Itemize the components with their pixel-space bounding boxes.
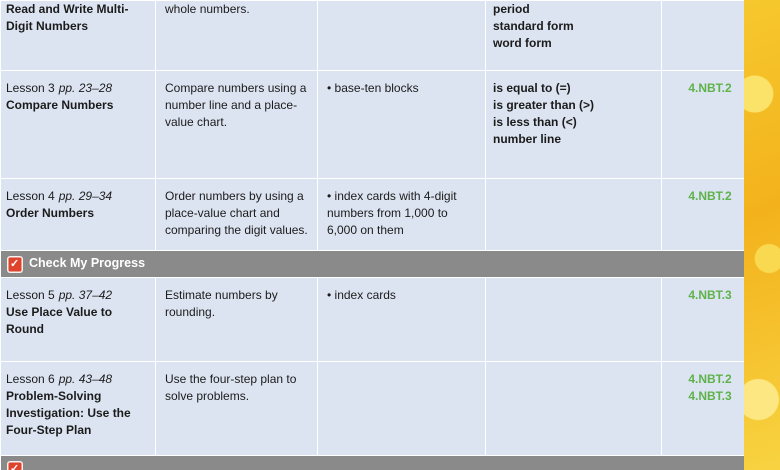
lesson-title: Order Numbers xyxy=(6,206,95,220)
standards-cell xyxy=(662,1,745,71)
objective-text: Estimate numbers by rounding. xyxy=(165,288,278,319)
table-row xyxy=(1,1,745,71)
material-item: • base-ten blocks xyxy=(327,81,419,95)
objective-cell xyxy=(156,71,318,179)
bottom-band xyxy=(1,456,745,470)
materials-cell xyxy=(318,179,486,251)
lesson-cell xyxy=(1,278,156,362)
lesson-title: Compare Numbers xyxy=(6,98,114,112)
lesson-title: Read and Write Multi- xyxy=(6,2,129,16)
vocab-cell xyxy=(486,179,662,251)
standards-cell xyxy=(662,362,745,456)
materials-cell xyxy=(318,1,486,71)
lesson-pages: pp. 37–42 xyxy=(58,288,113,302)
table-row xyxy=(1,71,745,179)
lesson-pages: pp. 23–28 xyxy=(58,81,113,95)
lesson-number: Lesson 5 xyxy=(6,288,55,302)
lesson-pages: pp. 29–34 xyxy=(58,189,113,203)
vocab-term: is equal to (=) xyxy=(493,81,571,95)
objective-text: Order numbers by using a place-value chart and comparing the digit values. xyxy=(165,189,308,237)
standard-code: 4.NBT.3 xyxy=(688,288,732,302)
objective-text: whole numbers. xyxy=(165,2,250,16)
vocab-term: standard form xyxy=(493,19,574,33)
lesson-number: Lesson 4 xyxy=(6,189,55,203)
vocab-cell xyxy=(486,278,662,362)
objective-text: Use the four-step plan to solve problems. xyxy=(165,372,297,403)
standard-code: 4.NBT.2 xyxy=(688,372,732,386)
lesson-cell xyxy=(1,1,156,71)
standard-code: 4.NBT.2 xyxy=(688,189,732,203)
objective-cell xyxy=(156,278,318,362)
check-my-progress-icon xyxy=(7,256,23,273)
check-my-progress-icon xyxy=(7,461,23,470)
vocab-term: is less than (<) xyxy=(493,115,577,129)
lesson-cell xyxy=(1,179,156,251)
lesson-title: Problem-Solving Investigation: Use the Four-Step Plan xyxy=(6,389,131,437)
material-item: • index cards with 4-digit numbers from 1,000 to 6,000 on them xyxy=(327,189,457,237)
materials-cell xyxy=(318,362,486,456)
materials-cell xyxy=(318,278,486,362)
lesson-title: Use Place Value to Round xyxy=(6,305,113,336)
lesson-cell xyxy=(1,71,156,179)
check-progress-cell xyxy=(1,251,745,278)
standards-cell xyxy=(662,278,745,362)
vocab-term: number line xyxy=(493,132,562,146)
materials-cell xyxy=(318,71,486,179)
objective-cell xyxy=(156,1,318,71)
objective-cell xyxy=(156,362,318,456)
vocab-cell xyxy=(486,1,662,71)
vocab-term: period xyxy=(493,2,530,16)
objective-cell xyxy=(156,179,318,251)
check-progress-label: Check My Progress xyxy=(29,256,146,271)
vocab-term: is greater than (>) xyxy=(493,98,595,112)
standard-code: 4.NBT.2 xyxy=(688,81,732,95)
lesson-number: Lesson 6 xyxy=(6,372,55,386)
objective-text: Compare numbers using a number line and a place-value chart. xyxy=(165,81,307,129)
standard-code: 4.NBT.3 xyxy=(688,389,732,403)
lesson-title-cont: Digit Numbers xyxy=(6,19,89,33)
table-row xyxy=(1,179,745,251)
bottom-band-cell xyxy=(1,456,745,470)
table-row xyxy=(1,362,745,456)
vocab-cell xyxy=(486,362,662,456)
vocab-cell xyxy=(486,71,662,179)
check-progress-band xyxy=(1,251,745,278)
lesson-pages: pp. 43–48 xyxy=(58,372,113,386)
decorative-side-art xyxy=(744,0,780,470)
vocab-term: word form xyxy=(493,36,552,50)
lesson-cell xyxy=(1,362,156,456)
standards-cell xyxy=(662,71,745,179)
standards-cell xyxy=(662,179,745,251)
table-row xyxy=(1,278,745,362)
material-item: • index cards xyxy=(327,288,396,302)
lesson-number: Lesson 3 xyxy=(6,81,55,95)
